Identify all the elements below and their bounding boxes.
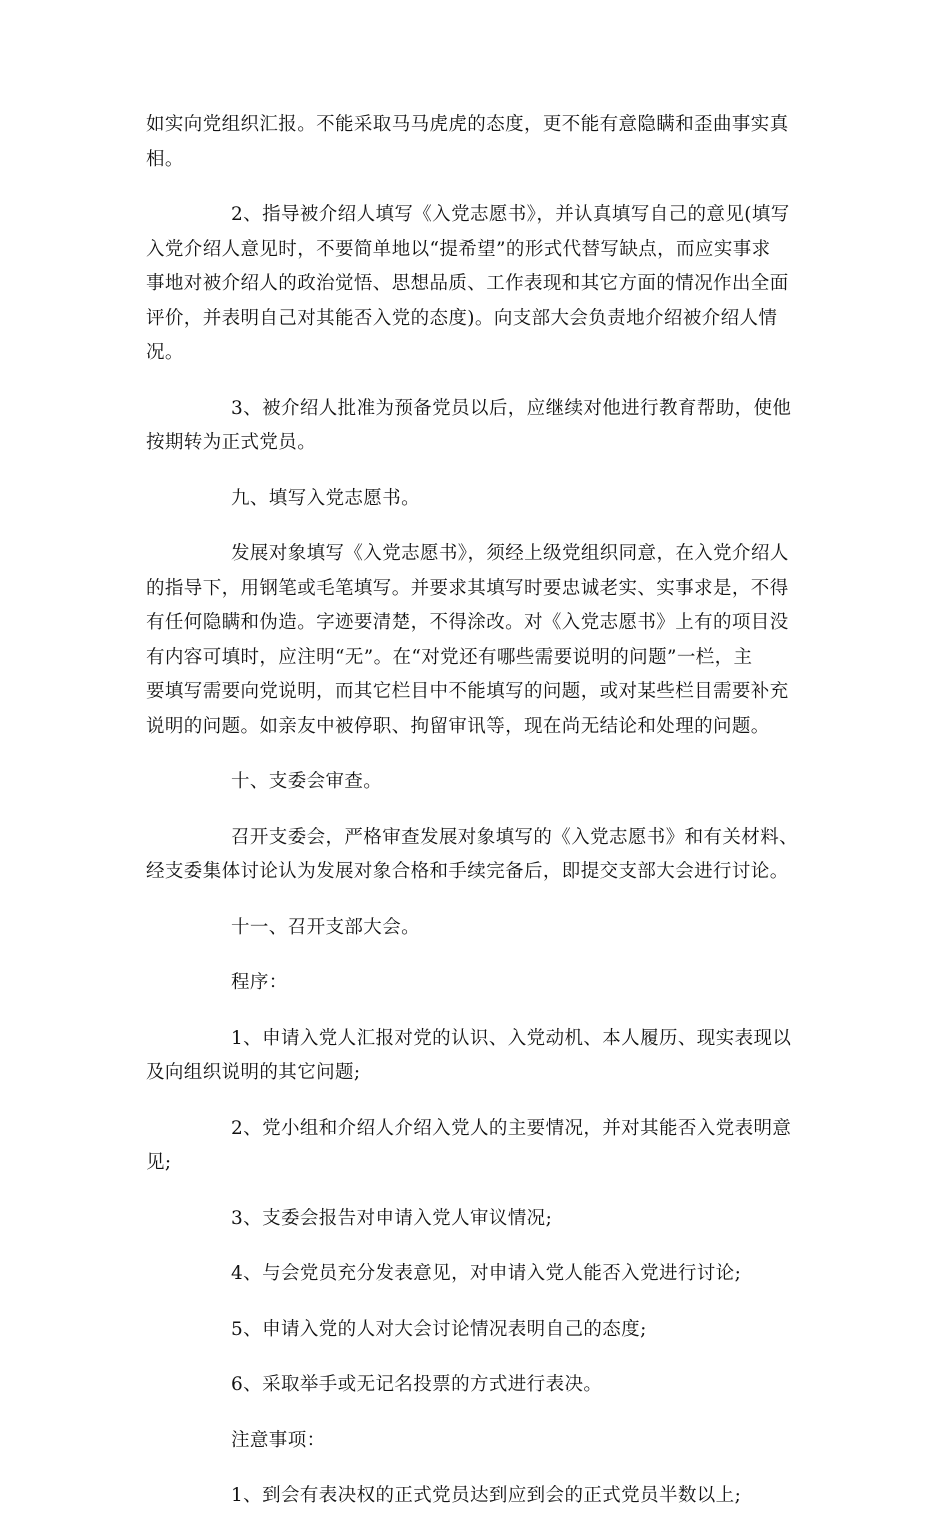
paragraph-introducer-guidance: 2、指导被介绍人填写《入党志愿书》，并认真填写自己的意见(填写 入党介绍人意见时，不要简单地以“提希望”的形式代替写缺点，而应实事求 事地对被介绍人的政治觉悟、思想品质、工作表现和其它方面的情况作出全面 评价，并表明自己对其能否入党的态度)。向支部大会负责地介绍被介绍人情况。	[146, 204, 790, 363]
subheading-notes: 注意事项：	[231, 1429, 326, 1451]
paragraph-continuation: 如实向党组织汇报。不能采取马马虎虎的态度，更不能有意隐瞒和歪曲事实真 相。	[146, 114, 789, 170]
paragraph-introducer-followup: 3、被介绍人批准为预备党员以后，应继续对他进行教育帮助，使他 按期转为正式党员。	[146, 397, 792, 453]
procedure-item-1: 1、申请入党人汇报对党的认识、入党动机、本人履历、现实表现以 及向组织说明的其它问题;	[146, 1027, 792, 1083]
notes-item-1: 1、到会有表决权的正式党员达到应到会的正式党员半数以上;	[231, 1485, 742, 1506]
section-heading-9: 九、填写入党志愿书。	[231, 487, 421, 509]
subheading-procedure: 程序：	[231, 972, 288, 993]
document-body	[146, 108, 806, 1535]
procedure-item-6: 6、采取举手或无记名投票的方式进行表决。	[231, 1374, 603, 1395]
section-heading-10: 十、支委会审查。	[231, 771, 383, 792]
procedure-item-5: 5、申请入党的人对大会讨论情况表明自己的态度;	[231, 1318, 647, 1340]
procedure-item-2: 2、党小组和介绍人介绍入党人的主要情况，并对其能否入党表明意 见;	[146, 1117, 792, 1173]
section-heading-11: 十一、召开支部大会。	[231, 916, 421, 938]
paragraph-committee-review: 召开支委会，严格审查发展对象填写的《入党志愿书》和有关材料、 经支委集体讨论认为发展对象合格和手续完备后，即提交支部大会进行讨论。	[146, 826, 799, 882]
paragraph-fill-application: 发展对象填写《入党志愿书》，须经上级党组织同意，在入党介绍人 的指导下，用钢笔或毛笔填写。并要求其填写时要忠诚老实、实事求是，不得 有任何隐瞒和伪造。字迹要清楚，不得涂改。对《入党志愿书》上有的项目没 有内容可填时，应注明“无”。在“对党还有哪些需要说明的问题”一栏，主 要填写需要向党说明，而其它栏目中不能填写的问题，或对某些栏目需要补充 说明的问题。如亲友中被停职、拘留审讯等，现在尚无结论和处理的问题。	[146, 543, 789, 737]
procedure-item-4: 4、与会党员充分发表意见，对申请入党人能否入党进行讨论;	[231, 1263, 742, 1284]
procedure-item-3: 3、支委会报告对申请入党人审议情况;	[231, 1207, 553, 1229]
